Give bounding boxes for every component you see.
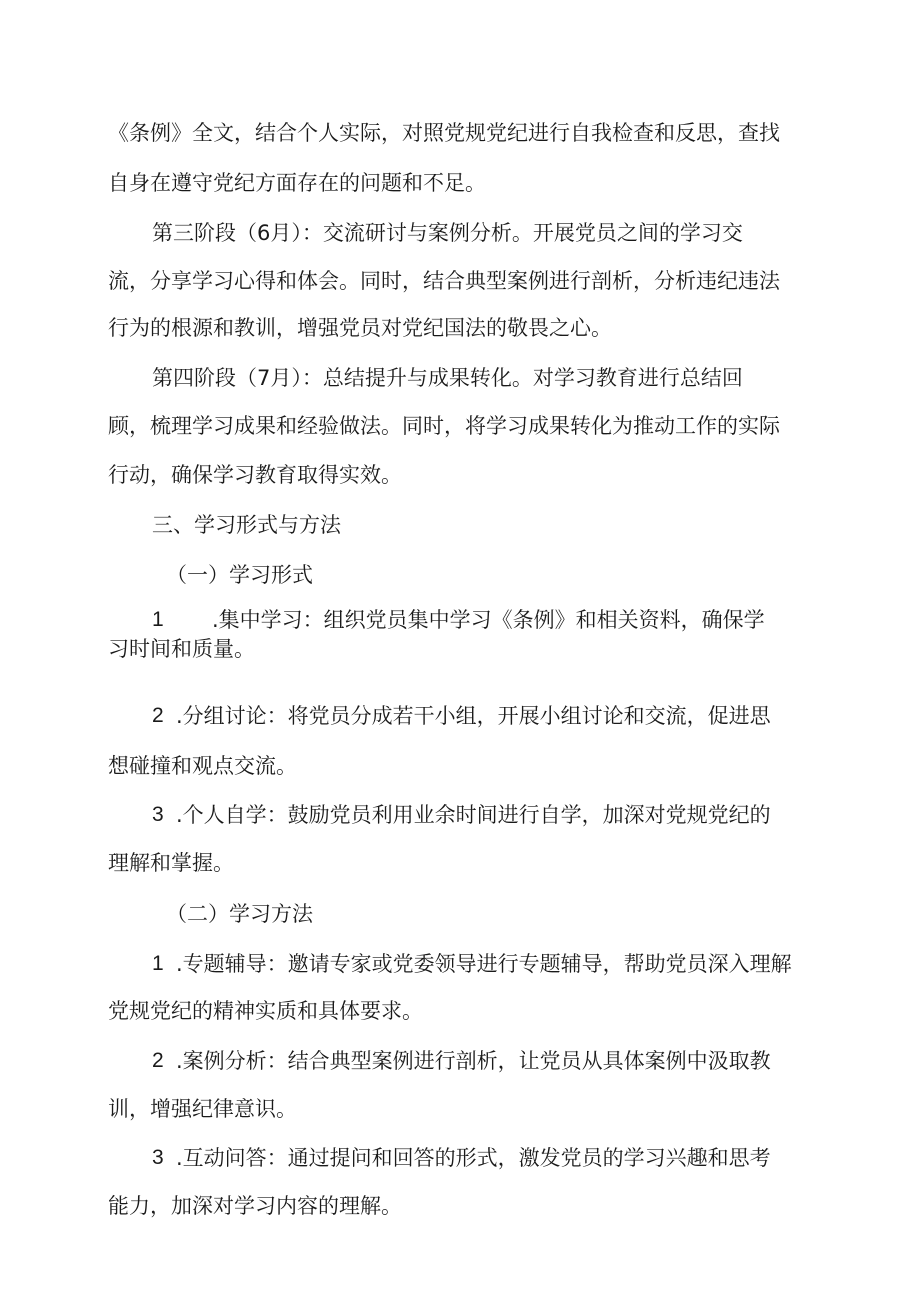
list-number: 3 — [152, 1146, 164, 1169]
list-number: 2 — [152, 1049, 164, 1072]
paragraph-line: 行为的根源和教训，增强党员对党纪国法的敬畏之心。 — [108, 316, 612, 340]
list-item-line: 习时间和质量。 — [108, 637, 255, 661]
list-number: 1 — [152, 608, 164, 631]
list-item-line: .互动问答：通过提问和回答的形式，激发党员的学习兴趣和思考 — [176, 1146, 771, 1170]
list-item-line: .专题辅导：邀请专家或党委领导进行专题辅导，帮助党员深入理解 — [176, 952, 792, 976]
list-item-line: 训，增强纪律意识。 — [108, 1097, 297, 1121]
list-item-line: 理解和掌握。 — [108, 851, 234, 875]
paragraph-line: 第四阶段（7月）：总结提升与成果转化。对学习教育进行总结回 — [152, 366, 743, 390]
section-heading: 三、学习形式与方法 — [152, 513, 341, 537]
list-item-line: 想碰撞和观点交流。 — [108, 754, 297, 778]
list-item-line: .案例分析：结合典型案例进行剖析，让党员从具体案例中汲取教 — [176, 1049, 771, 1073]
list-item-line: .集中学习：组织党员集中学习《条例》和相关资料，确保学 — [212, 608, 765, 632]
subsection-heading: （一）学习形式 — [166, 563, 313, 587]
list-item-line: .分组讨论：将党员分成若干小组，开展小组讨论和交流，促进思 — [176, 704, 771, 728]
paragraph-line: 《条例》全文，结合个人实际，对照党规党纪进行自我检查和反思，查找 — [108, 121, 780, 145]
list-number: 1 — [152, 952, 164, 975]
paragraph-line: 自身在遵守党纪方面存在的问题和不足。 — [108, 171, 486, 195]
list-item-line: .个人自学：鼓励党员利用业余时间进行自学，加深对党规党纪的 — [176, 803, 771, 827]
list-item-line: 能力，加深对学习内容的理解。 — [108, 1194, 402, 1218]
paragraph-line: 流，分享学习心得和体会。同时，结合典型案例进行剖析，分析违纪违法 — [108, 269, 780, 293]
paragraph-line: 顾，梳理学习成果和经验做法。同时，将学习成果转化为推动工作的实际 — [108, 414, 780, 438]
paragraph-line: 行动，确保学习教育取得实效。 — [108, 463, 402, 487]
list-item-line: 党规党纪的精神实质和具体要求。 — [108, 999, 423, 1023]
list-number: 3 — [152, 803, 164, 826]
list-number: 2 — [152, 704, 164, 727]
paragraph-line: 第三阶段（6月）：交流研讨与案例分析。开展党员之间的学习交 — [152, 221, 743, 245]
subsection-heading: （二）学习方法 — [166, 902, 313, 926]
